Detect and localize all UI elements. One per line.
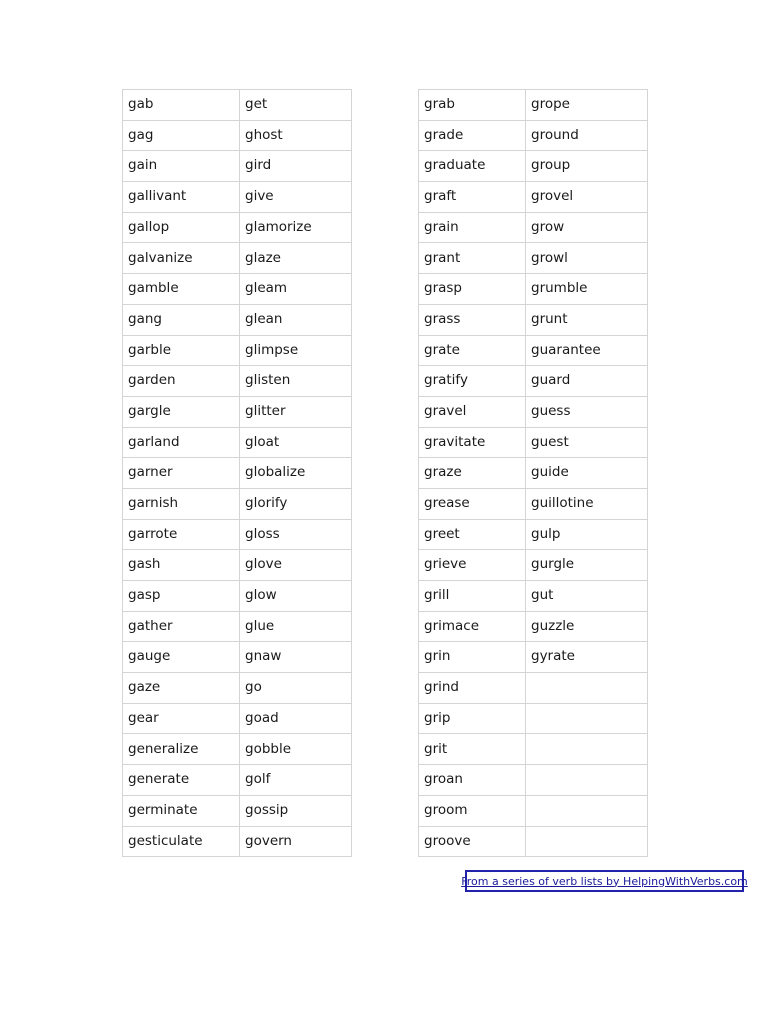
verb-cell: grade (419, 120, 526, 151)
verb-cell: grit (419, 734, 526, 765)
verb-cell: get (240, 90, 352, 121)
table-row (123, 488, 352, 519)
verb-cell (526, 734, 648, 765)
verb-cell: garland (123, 427, 240, 458)
verb-cell: grease (419, 488, 526, 519)
verb-cell: gather (123, 611, 240, 642)
verb-cell: graft (419, 182, 526, 213)
verb-cell: glamorize (240, 212, 352, 243)
verb-cell: glaze (240, 243, 352, 274)
verb-cell: grovel (526, 182, 648, 213)
verb-cell: garrote (123, 519, 240, 550)
verb-cell: garner (123, 458, 240, 489)
table-row (419, 795, 648, 826)
verb-cell: grumble (526, 274, 648, 305)
verb-cell: glean (240, 304, 352, 335)
table-row (419, 519, 648, 550)
table-row (419, 611, 648, 642)
verb-cell: groove (419, 826, 526, 857)
verb-cell: grill (419, 581, 526, 612)
table-row (123, 581, 352, 612)
verb-cell: grip (419, 703, 526, 734)
table-row (123, 703, 352, 734)
verb-cell: gab (123, 90, 240, 121)
verb-table-left (122, 89, 352, 857)
table-row (123, 765, 352, 796)
verb-cell: grab (419, 90, 526, 121)
verb-cell: glorify (240, 488, 352, 519)
verb-cell: gang (123, 304, 240, 335)
verb-cell: grow (526, 212, 648, 243)
verb-cell: grind (419, 673, 526, 704)
table-row (419, 243, 648, 274)
verb-cell: galvanize (123, 243, 240, 274)
table-row (419, 151, 648, 182)
table-row (419, 703, 648, 734)
verb-cell: gleam (240, 274, 352, 305)
verb-cell: gravitate (419, 427, 526, 458)
verb-cell: guzzle (526, 611, 648, 642)
table-row (123, 611, 352, 642)
table-row (123, 826, 352, 857)
verb-cell: gallop (123, 212, 240, 243)
verb-cell: grain (419, 212, 526, 243)
verb-cell: go (240, 673, 352, 704)
table-row (419, 488, 648, 519)
verb-cell: guide (526, 458, 648, 489)
verb-cell: grimace (419, 611, 526, 642)
verb-cell: grunt (526, 304, 648, 335)
table-row (123, 120, 352, 151)
verb-cell: germinate (123, 795, 240, 826)
verb-cell: growl (526, 243, 648, 274)
verb-cell: gossip (240, 795, 352, 826)
verb-cell: greet (419, 519, 526, 550)
verb-cell: gain (123, 151, 240, 182)
verb-cell: glitter (240, 396, 352, 427)
verb-cell: gamble (123, 274, 240, 305)
verb-cell: gasp (123, 581, 240, 612)
verb-cell: gesticulate (123, 826, 240, 857)
table-row (419, 182, 648, 213)
table-row (419, 826, 648, 857)
verb-cell: gloat (240, 427, 352, 458)
verb-cell: gut (526, 581, 648, 612)
table-row (419, 581, 648, 612)
verb-cell: govern (240, 826, 352, 857)
table-row (123, 458, 352, 489)
verb-cell: gnaw (240, 642, 352, 673)
table-row (419, 120, 648, 151)
table-row (419, 734, 648, 765)
verb-cell: grate (419, 335, 526, 366)
table-row (419, 642, 648, 673)
table-row (123, 182, 352, 213)
verb-cell: gauge (123, 642, 240, 673)
table-row (419, 335, 648, 366)
table-row (123, 335, 352, 366)
verb-cell: ground (526, 120, 648, 151)
table-row (419, 550, 648, 581)
table-row (123, 90, 352, 121)
table-row (419, 366, 648, 397)
table-row (123, 304, 352, 335)
verb-cell: generalize (123, 734, 240, 765)
table-row (123, 212, 352, 243)
verb-cell: gallivant (123, 182, 240, 213)
verb-cell: garnish (123, 488, 240, 519)
table-row (123, 274, 352, 305)
verb-cell: graduate (419, 151, 526, 182)
verb-cell: grant (419, 243, 526, 274)
table-row (419, 427, 648, 458)
verb-cell: guess (526, 396, 648, 427)
verb-cell: gird (240, 151, 352, 182)
verb-cell: garden (123, 366, 240, 397)
verb-cell: ghost (240, 120, 352, 151)
verb-cell: groom (419, 795, 526, 826)
verb-cell: glow (240, 581, 352, 612)
verb-cell: gag (123, 120, 240, 151)
verb-cell (526, 795, 648, 826)
verb-cell: grope (526, 90, 648, 121)
table-row (419, 673, 648, 704)
table-row (123, 642, 352, 673)
verb-cell: glimpse (240, 335, 352, 366)
table-row (123, 673, 352, 704)
table-row (123, 795, 352, 826)
verb-cell: grin (419, 642, 526, 673)
verb-cell: golf (240, 765, 352, 796)
verb-cell: glove (240, 550, 352, 581)
verb-cell: goad (240, 703, 352, 734)
table-row (419, 274, 648, 305)
verb-cell: grasp (419, 274, 526, 305)
table-row (123, 734, 352, 765)
table-row (123, 550, 352, 581)
table-row (419, 458, 648, 489)
verb-cell (526, 703, 648, 734)
table-row (123, 427, 352, 458)
verb-cell: grass (419, 304, 526, 335)
verb-cell: glisten (240, 366, 352, 397)
credit-box (461, 870, 748, 892)
table-row (419, 396, 648, 427)
table-row (123, 396, 352, 427)
verb-cell: give (240, 182, 352, 213)
table-row (123, 243, 352, 274)
verb-cell: gobble (240, 734, 352, 765)
verb-cell: globalize (240, 458, 352, 489)
verb-table-right (418, 89, 648, 857)
verb-cell: guest (526, 427, 648, 458)
verb-cell: groan (419, 765, 526, 796)
verb-cell: gratify (419, 366, 526, 397)
verb-cell: gargle (123, 396, 240, 427)
verb-cell: gurgle (526, 550, 648, 581)
verb-cell (526, 826, 648, 857)
verb-cell: grieve (419, 550, 526, 581)
verb-cell: gear (123, 703, 240, 734)
table-row (123, 366, 352, 397)
table-row (419, 304, 648, 335)
verb-cell: gloss (240, 519, 352, 550)
verb-cell: guarantee (526, 335, 648, 366)
table-row (123, 519, 352, 550)
verb-cell: garble (123, 335, 240, 366)
table-row (123, 151, 352, 182)
verb-cell: gaze (123, 673, 240, 704)
credit-link[interactable]: From a series of verb lists by HelpingWithVerbs.com (461, 874, 748, 888)
verb-cell: guillotine (526, 488, 648, 519)
verb-cell (526, 673, 648, 704)
verb-cell: graze (419, 458, 526, 489)
verb-cell: gulp (526, 519, 648, 550)
table-row (419, 212, 648, 243)
verb-cell: generate (123, 765, 240, 796)
verb-cell: group (526, 151, 648, 182)
table-row (419, 765, 648, 796)
verb-cell: glue (240, 611, 352, 642)
verb-cell: gash (123, 550, 240, 581)
verb-cell: gyrate (526, 642, 648, 673)
verb-cell: gravel (419, 396, 526, 427)
verb-cell (526, 765, 648, 796)
verb-cell: guard (526, 366, 648, 397)
table-row (419, 90, 648, 121)
